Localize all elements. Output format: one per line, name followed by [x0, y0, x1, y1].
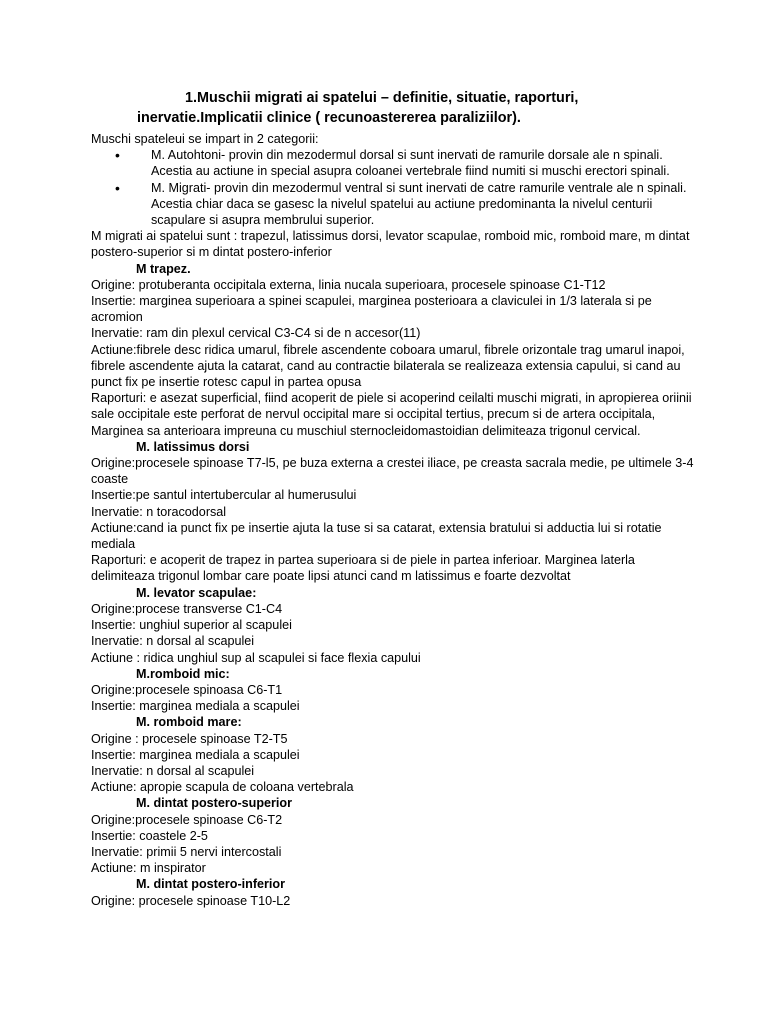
section-line: Origine : procesele spinoase T2-T5	[91, 731, 288, 746]
section-line: Insertie:pe santul intertubercular al humerusului	[91, 488, 357, 503]
section-line: Actiune : ridica unghiul sup al scapulei si face flexia capului	[91, 650, 421, 665]
section-line: Actiune:fibrele desc ridica umarul, fibrele ascendente coboara umarul, fibrele orizontale trag umarul inapoi, fibrele ascendente ajuta la catarat, cand au contractie bilaterala se realizeaza extensia capului, si cand au punct fix pe insertie rotesc capul in partea opusa	[91, 342, 685, 390]
section-line: Inervatie: n dorsal al scapulei	[91, 634, 255, 649]
section-heading: M. romboid mare:	[136, 715, 242, 730]
section-line: Insertie: coastele 2-5	[91, 828, 208, 843]
section-line: Insertie: marginea mediala a scapulei	[91, 747, 300, 762]
section-heading: M. levator scapulae:	[136, 585, 257, 600]
document-title	[91, 88, 702, 128]
section-heading: M trapez.	[136, 261, 191, 276]
section-line: Origine: procesele spinoase T10-L2	[91, 893, 291, 908]
section-heading: M. latissimus dorsi	[136, 439, 250, 454]
section-heading: M. dintat postero-superior	[136, 796, 293, 811]
title-line-1: 1.Muschii migrati ai spatelui – definitie, situatie, raporturi,	[185, 90, 579, 106]
section-line: Origine: protuberanta occipitala externa, linia nucala superioara, procesele spinoase C1-T12	[91, 277, 606, 292]
section-line: Origine:procesele spinoase C6-T2	[91, 812, 283, 827]
section-line: Inervatie: n dorsal al scapulei	[91, 763, 255, 778]
list-item: • M. Migrati- provin din mezodermul ventral si sunt inervati de catre ramurile ventrale ale n spinali. Acestia chiar daca se gasesc la nivelul spatelui au actiune predominanta la nivelul centurii scapulare si asupra membrului superior.	[151, 180, 702, 229]
section-line: Actiune: apropie scapula de coloana vertebrala	[91, 780, 354, 795]
section-line: Inervatie: primii 5 nervi intercostali	[91, 844, 282, 859]
section-heading: M.romboid mic:	[136, 666, 230, 681]
section-line: Insertie: unghiul superior al scapulei	[91, 618, 292, 633]
section-heading: M. dintat postero-inferior	[136, 877, 286, 892]
section-line: Actiune: m inspirator	[91, 861, 206, 876]
section-line: Origine:procesele spinoase T7-l5, pe buza externa a crestei iliace, pe creasta sacrala medie, pe ultimele 3-4 coaste	[91, 456, 694, 487]
section-line: Raporturi: e acoperit de trapez in partea superioara si de piele in partea inferioar. Marginea laterla delimiteaza trigonul lombar care poate lipsi atunci cand m latissimus e foarte dezvoltat	[91, 553, 635, 584]
list-item: • M. Autohtoni- provin din mezodermul dorsal si sunt inervati de ramurile dorsale ale n spinali. Acestia au actiune in special asupra coloanei vertebrale fiind numiti si muschi erectori spinali.	[151, 147, 702, 179]
section-line: Insertie: marginea mediala a scapulei	[91, 699, 300, 714]
section-line: Origine:procesele spinoasa C6-T1	[91, 682, 283, 697]
category-list	[91, 147, 702, 228]
section-line: Actiune:cand ia punct fix pe insertie ajuta la tuse si sa catarat, extensia bratului si adductia lui si rotatie mediala	[91, 520, 662, 552]
section-line: Inervatie: n toracodorsal	[91, 504, 227, 519]
section-line: Origine:procese transverse C1-C4	[91, 601, 283, 616]
section-line: Insertie: marginea superioara a spinei scapulei, marginea posterioara a claviculei in 1/3 laterala si pe acromion	[91, 294, 652, 325]
section-line: Raporturi: e asezat superficial, fiind acoperit de piele si acoperind ceilalti muschi migrati, in apropierea oriinii sale occipitale este perforat de nervul occipital mare si occipital tertius, precum si de artera occipitala, Marginea sa anterioara impreuna cu muschiul sternocleidomastoidian delimiteaza trigonul cervical.	[91, 391, 692, 438]
section-line: Inervatie: ram din plexul cervical C3-C4 si de n accesor(11)	[91, 326, 421, 341]
title-line-2: inervatie.Implicatii clinice ( recunoastererea paraliziilor).	[137, 110, 521, 126]
intro-paragraph: Muschi spateleui se impart in 2 categorii:	[91, 132, 319, 146]
muscle-list-paragraph: M migrati ai spatelui sunt : trapezul, latissimus dorsi, levator scapulae, romboid mic, romboid mare, m dintat postero-superior si m dintat postero-inferior	[91, 229, 690, 260]
